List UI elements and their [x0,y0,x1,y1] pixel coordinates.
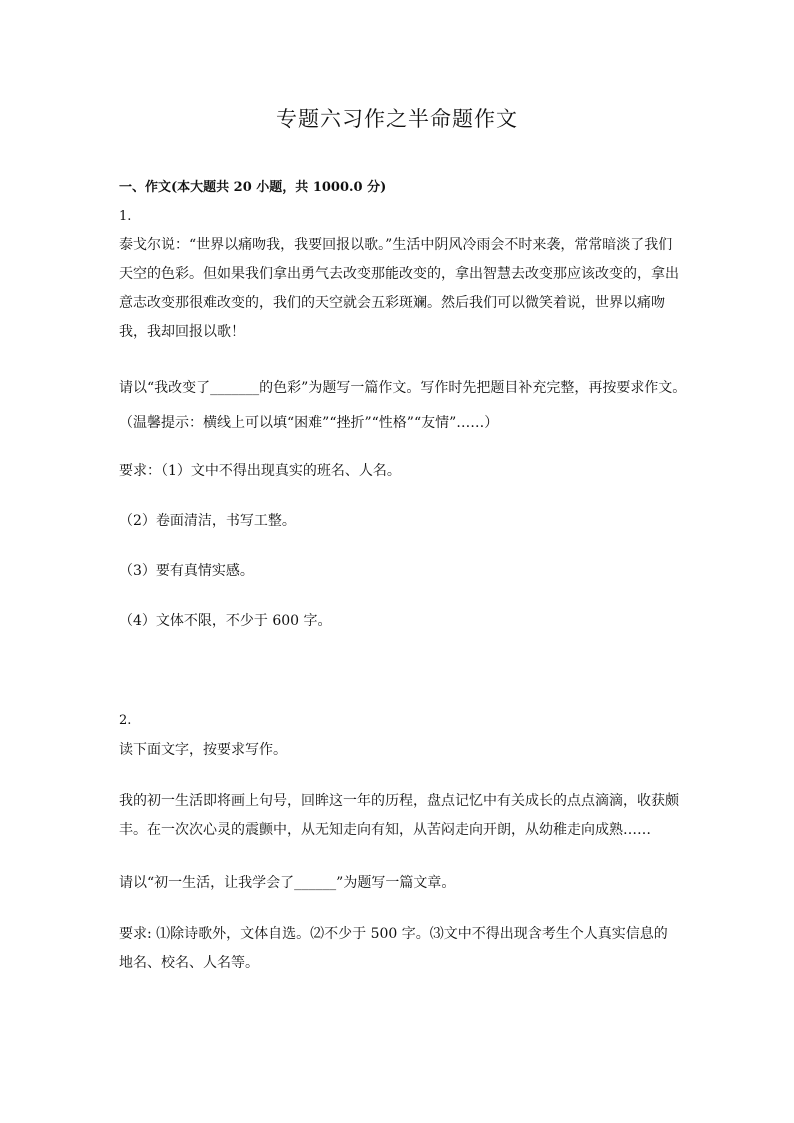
question-2-prompt: 请以“初一生活，让我学会了______”为题写一篇文章。 [119,875,456,891]
question-2-requirements: 要求: ⑴除诗歌外，文体自选。⑵不少于 500 字。⑶文中不得出现含考生个人真实信息的地名、校名、人名等。 [119,926,668,971]
question-1-requirement: （2）卷面清洁，书写工整。 [119,513,296,529]
question-2-passage: 我的初一生活即将画上句号，回眸这一年的历程，盘点记忆中有关成长的点点滴滴，收获颇丰。在一次次心灵的震颤中，从无知走向有知，从苦闷走向开朗，从幼稚走向成熟…… [119,793,679,838]
question-1-number: 1. [119,209,132,224]
document-title: 专题六习作之半命题作文 [276,107,518,131]
section-heading: 一、作文(本大题共 20 小题，共 1000.0 分) [119,180,387,195]
question-1-requirement: （3）要有真情实感。 [119,563,254,579]
question-1-requirement: （4）文体不限，不少于 600 字。 [119,613,332,629]
question-1-passage: 泰戈尔说：“世界以痛吻我，我要回报以歌。”生活中阴风冷雨会不时来袭，常常暗淡了我们天空的色彩。但如果我们拿出勇气去改变那能改变的，拿出智慧去改变那应该改变的，拿出意志改变那很难改变的，我们的天空就会五彩斑斓。然后我们可以微笑着说，世界以痛吻我，我却回报以歌！ [119,237,679,340]
question-1-hint: （温馨提示：横线上可以填“困难”“挫折”“性格”“友情”……） [119,415,499,431]
question-1-prompt: 请以“我改变了_______的色彩”为题写一篇作文。写作时先把题目补充完整，再按要求作文。 [119,380,687,396]
question-2-instruction: 读下面文字，按要求写作。 [119,742,287,758]
question-1-requirement: 要求：（1）文中不得出现真实的班名、人名。 [119,463,401,479]
question-2-number: 2. [119,713,132,728]
